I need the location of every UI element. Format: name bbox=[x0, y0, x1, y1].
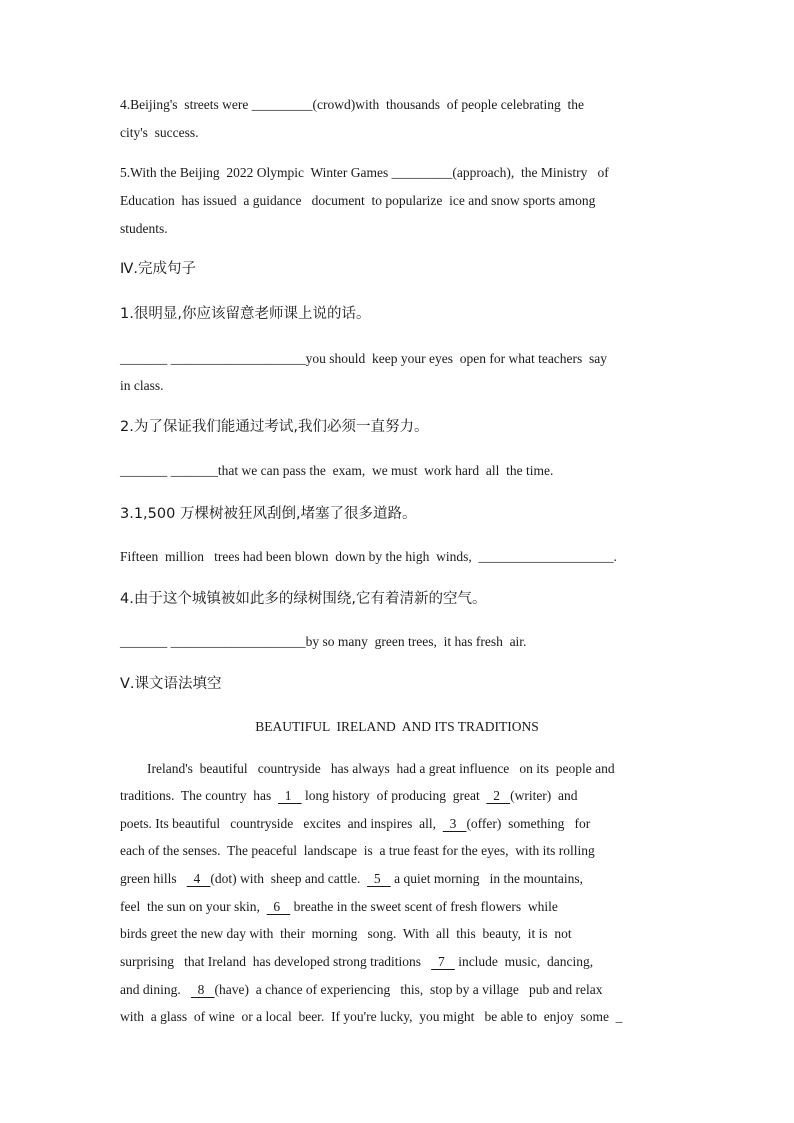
passage-text: birds greet the new day with their morning song. With all this beauty, it is not bbox=[120, 926, 572, 941]
passage-text: poets. Its beautiful countryside excites and inspires all, bbox=[120, 816, 443, 831]
passage-line bbox=[120, 842, 595, 860]
passage-line bbox=[120, 981, 602, 999]
item-4-line-1: 4.Beijing's streets were _________(crowd)with thousands of people celebrating the bbox=[120, 97, 584, 112]
q3-english: Fifteen million trees had been blown down by the high winds, ____________________. bbox=[120, 549, 617, 564]
passage-line bbox=[120, 815, 590, 833]
passage-text: (have) a chance of experiencing this, stop by a village pub and relax bbox=[214, 982, 603, 997]
blank-field[interactable]: 7 bbox=[431, 954, 455, 969]
blank-field[interactable]: 4 bbox=[186, 871, 211, 886]
passage-text: feel the sun on your skin, bbox=[120, 899, 267, 914]
q4-english: _______ ____________________by so many green trees, it has fresh air. bbox=[120, 634, 527, 649]
passage-text: and dining. bbox=[120, 982, 191, 997]
passage-text: surprising that Ireland has developed strong traditions bbox=[120, 954, 432, 969]
blank-field[interactable]: 2 bbox=[486, 788, 511, 803]
item-4-line-2: city's success. bbox=[120, 125, 199, 140]
passage-text: breathe in the sweet scent of fresh flowers while bbox=[290, 899, 558, 914]
passage-text: each of the senses. The peaceful landscape is a true feast for the eyes, with its rolling bbox=[120, 843, 595, 858]
passage-text: (writer) and bbox=[510, 788, 578, 803]
blank-field[interactable]: 3 bbox=[442, 816, 467, 831]
q1-chinese: 1.很明显,你应该留意老师课上说的话。 bbox=[120, 306, 371, 322]
passage-title: BEAUTIFUL IRELAND AND ITS TRADITIONS bbox=[255, 719, 539, 734]
passage-text: (dot) with sheep and cattle. bbox=[210, 871, 368, 886]
blank-field[interactable]: 8 bbox=[190, 982, 215, 997]
q3-chinese: 3.1,500 万棵树被狂风刮倒,堵塞了很多道路。 bbox=[120, 506, 417, 522]
q4-chinese: 4.由于这个城镇被如此多的绿树围绕,它有着清新的空气。 bbox=[120, 591, 487, 607]
passage-text: long history of producing great bbox=[301, 788, 487, 803]
passage-line bbox=[120, 925, 572, 943]
q1-english-line-2: in class. bbox=[120, 378, 164, 393]
section-v-heading: Ⅴ.课文语法填空 bbox=[120, 676, 222, 692]
item-5-line-3: students. bbox=[120, 221, 168, 236]
passage-line bbox=[120, 1008, 622, 1026]
q1-english-line-1: _______ ____________________you should keep your eyes open for what teachers say bbox=[120, 351, 608, 366]
passage-text: traditions. The country has bbox=[120, 788, 278, 803]
passage-text: green hills bbox=[120, 871, 187, 886]
passage-text: Ireland's beautiful countryside has always had a great influence on its people and bbox=[120, 761, 615, 776]
passage-text: include music, dancing, bbox=[454, 954, 594, 969]
passage-line bbox=[120, 787, 578, 805]
blank-field[interactable]: 1 bbox=[277, 788, 302, 803]
item-5-line-2: Education has issued a guidance document to popularize ice and snow sports among bbox=[120, 193, 596, 208]
blank-field[interactable]: 6 bbox=[266, 899, 291, 914]
passage-line bbox=[120, 898, 558, 916]
passage-text: a quiet morning in the mountains, bbox=[390, 871, 584, 886]
passage-text: with a glass of wine or a local beer. If you're lucky, you might be able to enjoy some _ bbox=[120, 1009, 623, 1024]
blank-field[interactable]: 5 bbox=[367, 871, 391, 886]
q2-english: _______ _______that we can pass the exam, we must work hard all the time. bbox=[120, 463, 554, 478]
q2-chinese: 2.为了保证我们能通过考试,我们必须一直努力。 bbox=[120, 419, 429, 435]
passage-line bbox=[120, 870, 583, 888]
item-5-line-1: 5.With the Beijing 2022 Olympic Winter Games _________(approach), the Ministry of bbox=[120, 165, 609, 180]
passage-line bbox=[120, 760, 615, 778]
passage-line bbox=[120, 953, 593, 971]
passage-text: (offer) something for bbox=[466, 816, 591, 831]
section-iv-heading: Ⅳ.完成句子 bbox=[120, 261, 196, 277]
